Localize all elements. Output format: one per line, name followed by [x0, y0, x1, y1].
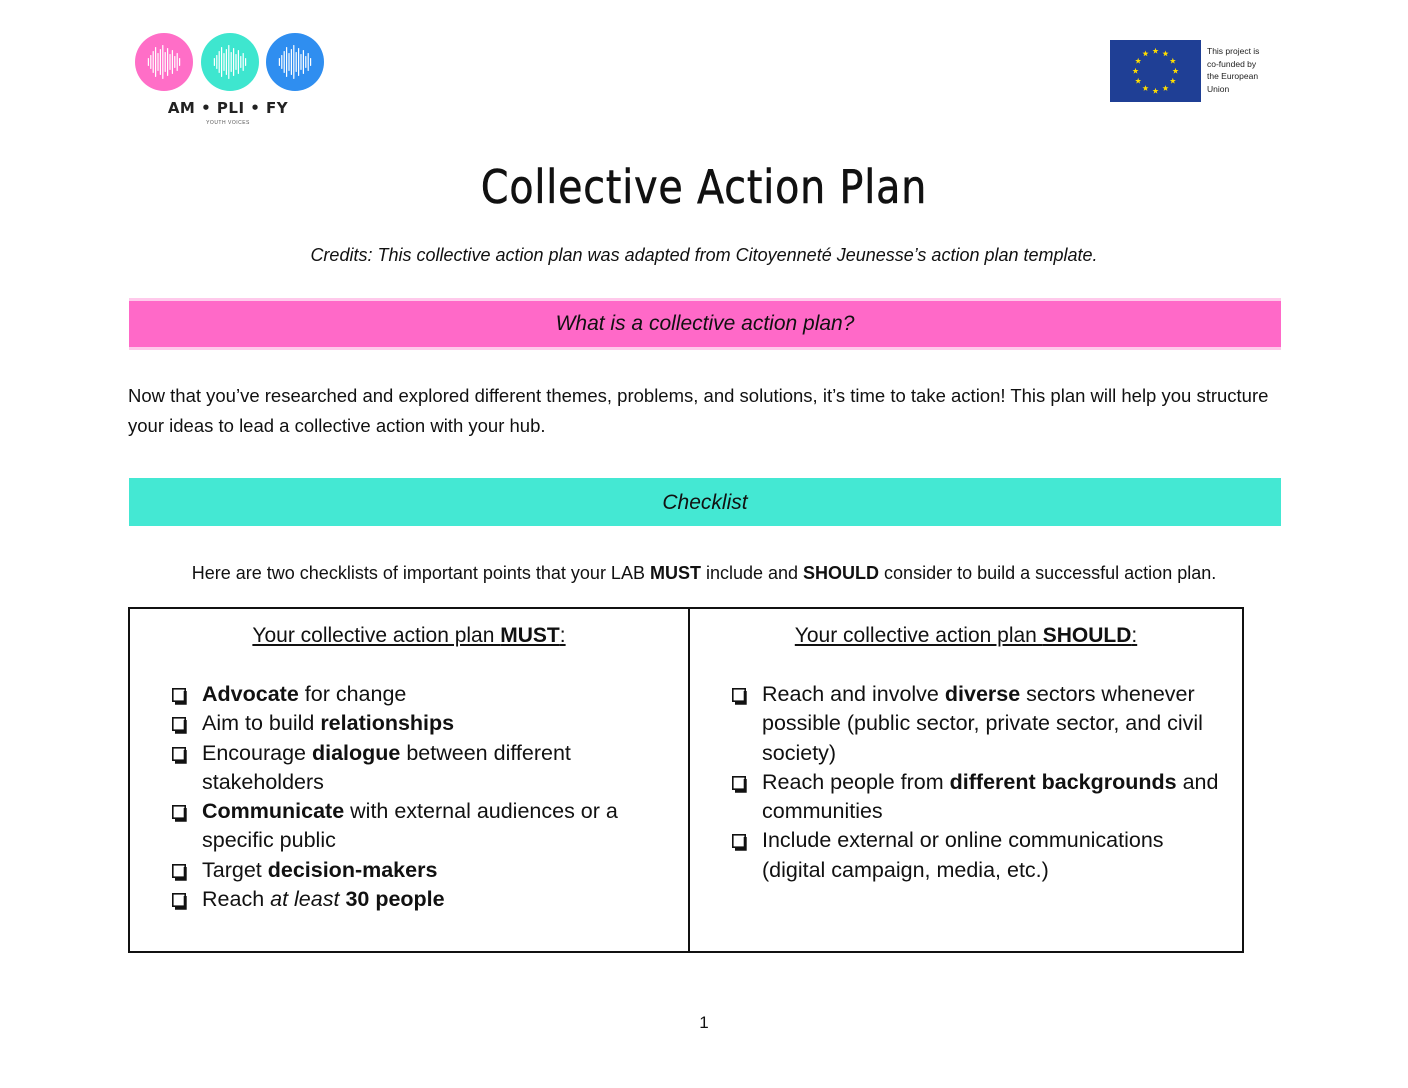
soundwave-bar — [153, 51, 154, 73]
checklist-table — [128, 607, 1244, 953]
should-item-text: Reach people from — [762, 769, 950, 794]
soundwave-bar — [305, 56, 306, 68]
should-item-text: sectors whenever possible (public sector, private sector, and civil society) — [762, 682, 1203, 765]
soundwave-bar — [150, 55, 151, 69]
soundwave-bar — [238, 50, 239, 74]
should-item-text: diverse — [944, 682, 1021, 706]
must-checklist — [171, 680, 668, 914]
credits-note: Credits: This collective action plan was adapted from Citoyenneté Jeunesse’s action plan template. — [310, 245, 1098, 265]
must-column — [130, 609, 690, 951]
checkbox-icon — [172, 747, 186, 761]
should-item-text: Reach and involve — [762, 682, 945, 706]
eu-text-line: the European — [1207, 71, 1259, 81]
soundwave-bar — [223, 53, 224, 71]
soundwave-bar — [235, 54, 236, 70]
checkbox-icon — [172, 805, 186, 819]
section-heading-checklist: Checklist — [129, 478, 1281, 526]
eu-star-icon — [1135, 78, 1141, 84]
must-checklist-item — [171, 885, 668, 914]
soundwave-bar — [214, 58, 215, 66]
must-item-text: Communicate — [202, 799, 345, 824]
eu-funding-statement — [1207, 45, 1267, 95]
soundwave-bar — [286, 47, 287, 77]
soundwave-bar — [303, 50, 304, 74]
must-item-text: decision-makers — [267, 857, 438, 882]
eu-star-icon — [1172, 68, 1178, 74]
should-item-text: and communities — [762, 769, 1219, 824]
soundwave-bar — [167, 48, 168, 76]
blue-soundwave-icon — [266, 33, 324, 91]
soundwave-bar — [298, 48, 299, 76]
soundwave-icon — [135, 33, 193, 91]
must-checklist-item — [171, 709, 668, 738]
soundwave-bar — [231, 52, 232, 72]
should-item-text: different backgrounds — [949, 769, 1177, 794]
should-column-heading — [690, 624, 1242, 648]
eu-stars-icon — [1110, 40, 1201, 102]
soundwave-bar — [219, 51, 220, 73]
intro-paragraph: Now that you’ve researched and explored different themes, problems, and solutions, it’s time to take action! This plan will help you structure your ideas to lead a collective action with your hub. — [128, 385, 1269, 436]
amplify-logo — [133, 33, 328, 131]
should-heading-keyword: SHOULD — [1042, 624, 1132, 647]
should-checklist-item — [731, 768, 1222, 827]
should-checklist-item — [731, 826, 1222, 885]
eu-star-icon — [1135, 58, 1141, 64]
must-item-text: Encourage — [202, 740, 312, 765]
section-heading-what: What is a collective action plan? — [129, 298, 1281, 350]
pink-soundwave-icon — [135, 33, 193, 91]
eu-star-icon — [1132, 68, 1138, 74]
checklist-intro-text: include and — [700, 563, 804, 583]
soundwave-bar — [221, 47, 222, 77]
must-item-text: between different stakeholders — [202, 740, 571, 794]
soundwave-bar — [226, 49, 227, 75]
eu-star-icon — [1152, 88, 1158, 94]
checkbox-icon — [732, 776, 746, 790]
eu-star-icon — [1162, 50, 1168, 56]
must-checklist-item — [171, 856, 668, 885]
soundwave-bar — [179, 58, 180, 66]
must-item-text: relationships — [320, 711, 455, 736]
page-number: 1 — [699, 1013, 709, 1032]
must-item-text: for change — [298, 682, 407, 706]
eu-star-icon — [1162, 85, 1168, 91]
eu-text-line: co-funded by — [1207, 58, 1257, 69]
checklist-intro-should: SHOULD — [803, 563, 880, 583]
soundwave-bar — [281, 55, 282, 69]
soundwave-bar — [240, 56, 241, 68]
eu-text-line: Union — [1207, 83, 1230, 94]
checkbox-icon — [732, 834, 746, 848]
soundwave-bar — [296, 52, 297, 72]
eu-star-icon — [1142, 85, 1148, 91]
should-heading-suffix: : — [1131, 624, 1138, 647]
should-checklist — [731, 680, 1222, 885]
soundwave-bar — [293, 45, 294, 79]
must-item-text: Advocate — [202, 682, 299, 706]
soundwave-bar — [177, 53, 178, 71]
logo-tagline: YOUTH VOICES — [206, 120, 250, 126]
must-checklist-item — [171, 797, 668, 856]
soundwave-bar — [245, 58, 246, 66]
must-item-text: 30 people — [345, 887, 445, 912]
eu-text-line: This project is — [1207, 46, 1260, 56]
soundwave-bar — [300, 54, 301, 70]
should-column — [690, 609, 1242, 951]
soundwave-bar — [284, 51, 285, 73]
soundwave-bar — [308, 53, 309, 71]
soundwave-bar — [172, 50, 173, 74]
soundwave-icon — [201, 33, 259, 91]
must-item-text: dialogue — [311, 740, 401, 765]
checklist-intro — [0, 563, 1408, 584]
soundwave-bar — [291, 49, 292, 75]
checkbox-icon — [172, 893, 186, 907]
soundwave-icon — [266, 33, 324, 91]
soundwave-bar — [165, 52, 166, 72]
must-item-text: with external audiences or a specific public — [202, 799, 618, 853]
checklist-intro-text: consider to build a successful action plan. — [879, 563, 1217, 583]
eu-star-icon — [1170, 78, 1176, 84]
checklist-intro-text: Here are two checklists of important points that your LAB — [191, 563, 650, 583]
must-heading-keyword: MUST — [500, 624, 560, 647]
soundwave-bar — [233, 48, 234, 76]
soundwave-bar — [169, 54, 170, 70]
must-item-text: Reach — [202, 887, 271, 912]
soundwave-bar — [310, 58, 311, 66]
should-heading-prefix: Your collective action plan — [794, 624, 1043, 647]
soundwave-bar — [148, 58, 149, 66]
soundwave-bar — [288, 53, 289, 71]
soundwave-bar — [228, 45, 229, 79]
checklist-intro-must: MUST — [649, 563, 701, 583]
soundwave-bar — [216, 55, 217, 69]
soundwave-bar — [157, 53, 158, 71]
soundwave-bar — [162, 45, 163, 79]
must-checklist-item — [171, 680, 668, 709]
logo-wordmark: AM • PLI • FY — [167, 99, 289, 117]
must-heading-prefix: Your collective action plan — [252, 624, 501, 647]
soundwave-bar — [174, 56, 175, 68]
eu-star-icon — [1170, 58, 1176, 64]
soundwave-bar — [279, 58, 280, 66]
must-item-text: Target — [202, 857, 268, 882]
must-item-text: at least — [270, 887, 340, 912]
eu-flag-icon — [1110, 40, 1201, 102]
soundwave-bar — [243, 53, 244, 71]
checkbox-icon — [172, 688, 186, 702]
eu-star-icon — [1142, 50, 1148, 56]
checkbox-icon — [732, 688, 746, 702]
checkbox-icon — [172, 864, 186, 878]
soundwave-bar — [160, 49, 161, 75]
must-item-text: Aim to build — [202, 711, 321, 736]
must-heading-suffix: : — [559, 624, 566, 647]
teal-soundwave-icon — [201, 33, 259, 91]
must-checklist-item — [171, 739, 668, 798]
must-column-heading — [130, 624, 688, 648]
page-title: Collective Action Plan — [480, 160, 928, 214]
should-checklist-item — [731, 680, 1222, 768]
should-item-text: Include external or online communications (digital campaign, media, etc.) — [762, 828, 1164, 882]
soundwave-bar — [155, 47, 156, 77]
eu-star-icon — [1152, 48, 1158, 54]
checkbox-icon — [172, 717, 186, 731]
